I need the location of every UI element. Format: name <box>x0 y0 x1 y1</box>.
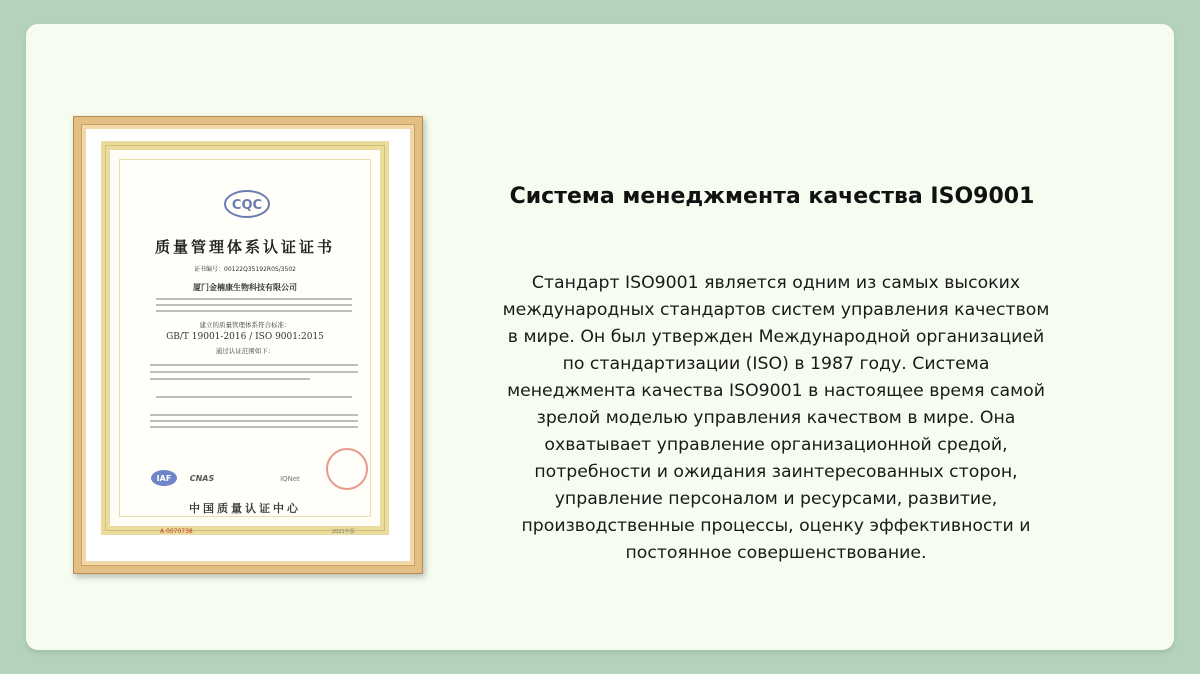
iaf-badge: IAF <box>156 474 172 483</box>
slide-title: Система менеджмента качества ISO9001 <box>509 184 1035 209</box>
cqc-logo <box>223 189 271 219</box>
certificate-standard: GB/T 19001-2016 / ISO 9001:2015 <box>166 332 324 342</box>
certificate-scope-label: 通过认证范围如下： <box>215 347 275 355</box>
certificate-edition: 2021年版 <box>332 529 355 535</box>
iqnet-badge: IQNet <box>280 475 300 483</box>
slide-body-text: Стандарт ISO9001 является одним из самых высоких международных стандартов систем управления качеством в мире. Он был утвержден Международной организацией по стандартизации (ISO) в 1987 году. Система менеджмента качества ISO9001 в настоящее время самой зрелой моделью управления качеством в мире. Она охватывает управление организационной средой, потребности и ожидания заинтересованных сторон, управление персоналом и ресурсами, развитие, производственные процессы, оценку эффективности и постоянное совершенствование. <box>502 273 1050 563</box>
certificate-company: 厦门金楠康生物科技有限公司 <box>193 283 297 292</box>
certificate-serial: A 0070738 <box>160 528 193 535</box>
red-seal <box>326 448 368 490</box>
certificate-number: 证书编号：00122Q35192R0S/3502 <box>194 266 296 273</box>
svg-text:CQC: CQC <box>231 198 263 213</box>
certificate-document <box>101 141 389 535</box>
certificate-picture-frame <box>73 116 423 574</box>
certificate-standard-label: 建立的质量管理体系符合标准： <box>199 321 291 329</box>
certificate-title: 质量管理体系认证证书 <box>154 238 335 256</box>
accreditation-badges <box>150 468 350 488</box>
cnas-badge: CNAS <box>189 474 215 483</box>
certificate-mat <box>86 129 410 561</box>
certification-center-name: 中国质量认证中心 <box>189 502 301 515</box>
